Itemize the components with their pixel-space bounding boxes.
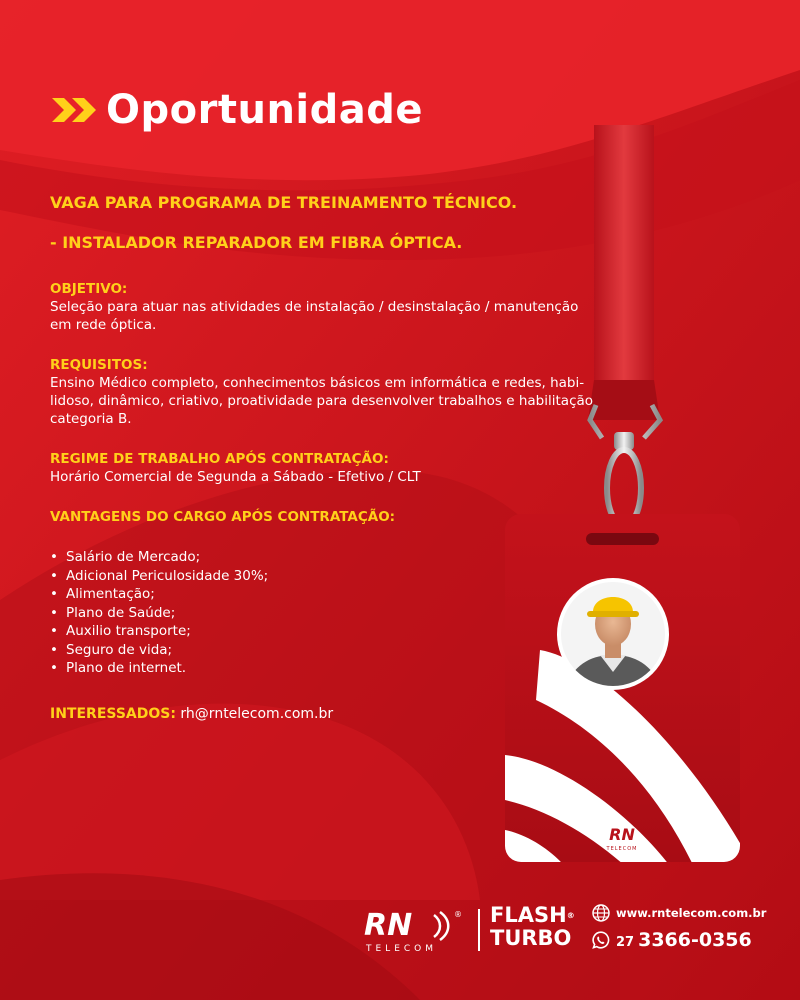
section-line: categoria B. [50,411,132,427]
section-vantagens [50,508,670,678]
footer [0,895,800,975]
svg-text:RN: RN [364,908,413,943]
badge-logo-sub: TELECOM [606,846,638,852]
section-line: lidoso, dinâmico, criativo, proatividade para desenvolver trabalhos e habilitação [50,393,594,409]
globe-icon [592,904,610,922]
job-description [50,192,670,724]
section-objetivo [50,280,670,334]
section-title: OBJETIVO: [50,281,128,297]
contact-email[interactable]: rh@rntelecom.com.br [180,705,334,722]
section-line: Seleção para atuar nas atividades de instalação / desinstalação / manutenção [50,299,579,315]
section-title: VANTAGENS DO CARGO APÓS CONTRATAÇÃO: [50,509,396,525]
page-title: Oportunidade [106,87,424,133]
headline-vaga: VAGA PARA PROGRAMA DE TREINAMENTO TÉCNICO. [50,193,518,212]
contact-label: INTERESSADOS: [50,705,176,722]
list-item: • Salário de Mercado; [50,549,201,565]
list-item: • Auxilio transporte; [50,623,191,639]
section-line: Ensino Médico completo, conhecimentos básicos em informática e redes, habi- [50,375,585,391]
section-line: em rede óptica. [50,317,157,333]
list-item: • Plano de internet. [50,660,187,676]
website-link[interactable]: www.rntelecom.com.br [616,906,767,920]
svg-text:TELECOM: TELECOM [366,944,438,953]
headline-cargo: - INSTALADOR REPARADOR EM FIBRA ÓPTICA. [50,233,463,252]
flash-turbo-logo-flash: FLASH® [490,903,575,927]
badge-logo: RN [609,825,635,844]
footer-divider [478,909,480,951]
section-requisitos [50,356,670,428]
svg-text:®: ® [454,910,462,919]
phone-number[interactable]: 27 3366-0356 [616,929,752,951]
section-title: REGIME DE TRABALHO APÓS CONTRATAÇÃO: [50,451,389,467]
double-chevron-icon [50,95,100,125]
header [50,80,423,140]
section-title: REQUISITOS: [50,357,148,373]
list-item: • Seguro de vida; [50,641,173,658]
rn-telecom-logo [362,907,470,953]
section-regime [50,450,670,486]
benefits-list [50,548,670,678]
list-item: • Alimentação; [50,586,155,602]
list-item: • Adicional Periculosidade 30%; [50,567,269,584]
whatsapp-icon [592,931,610,949]
flash-turbo-logo-turbo: TURBO [490,926,572,950]
contact-line [50,704,670,724]
list-item: • Plano de Saúde; [50,604,176,621]
section-line: Horário Comercial de Segunda a Sábado - Efetivo / CLT [50,469,421,485]
